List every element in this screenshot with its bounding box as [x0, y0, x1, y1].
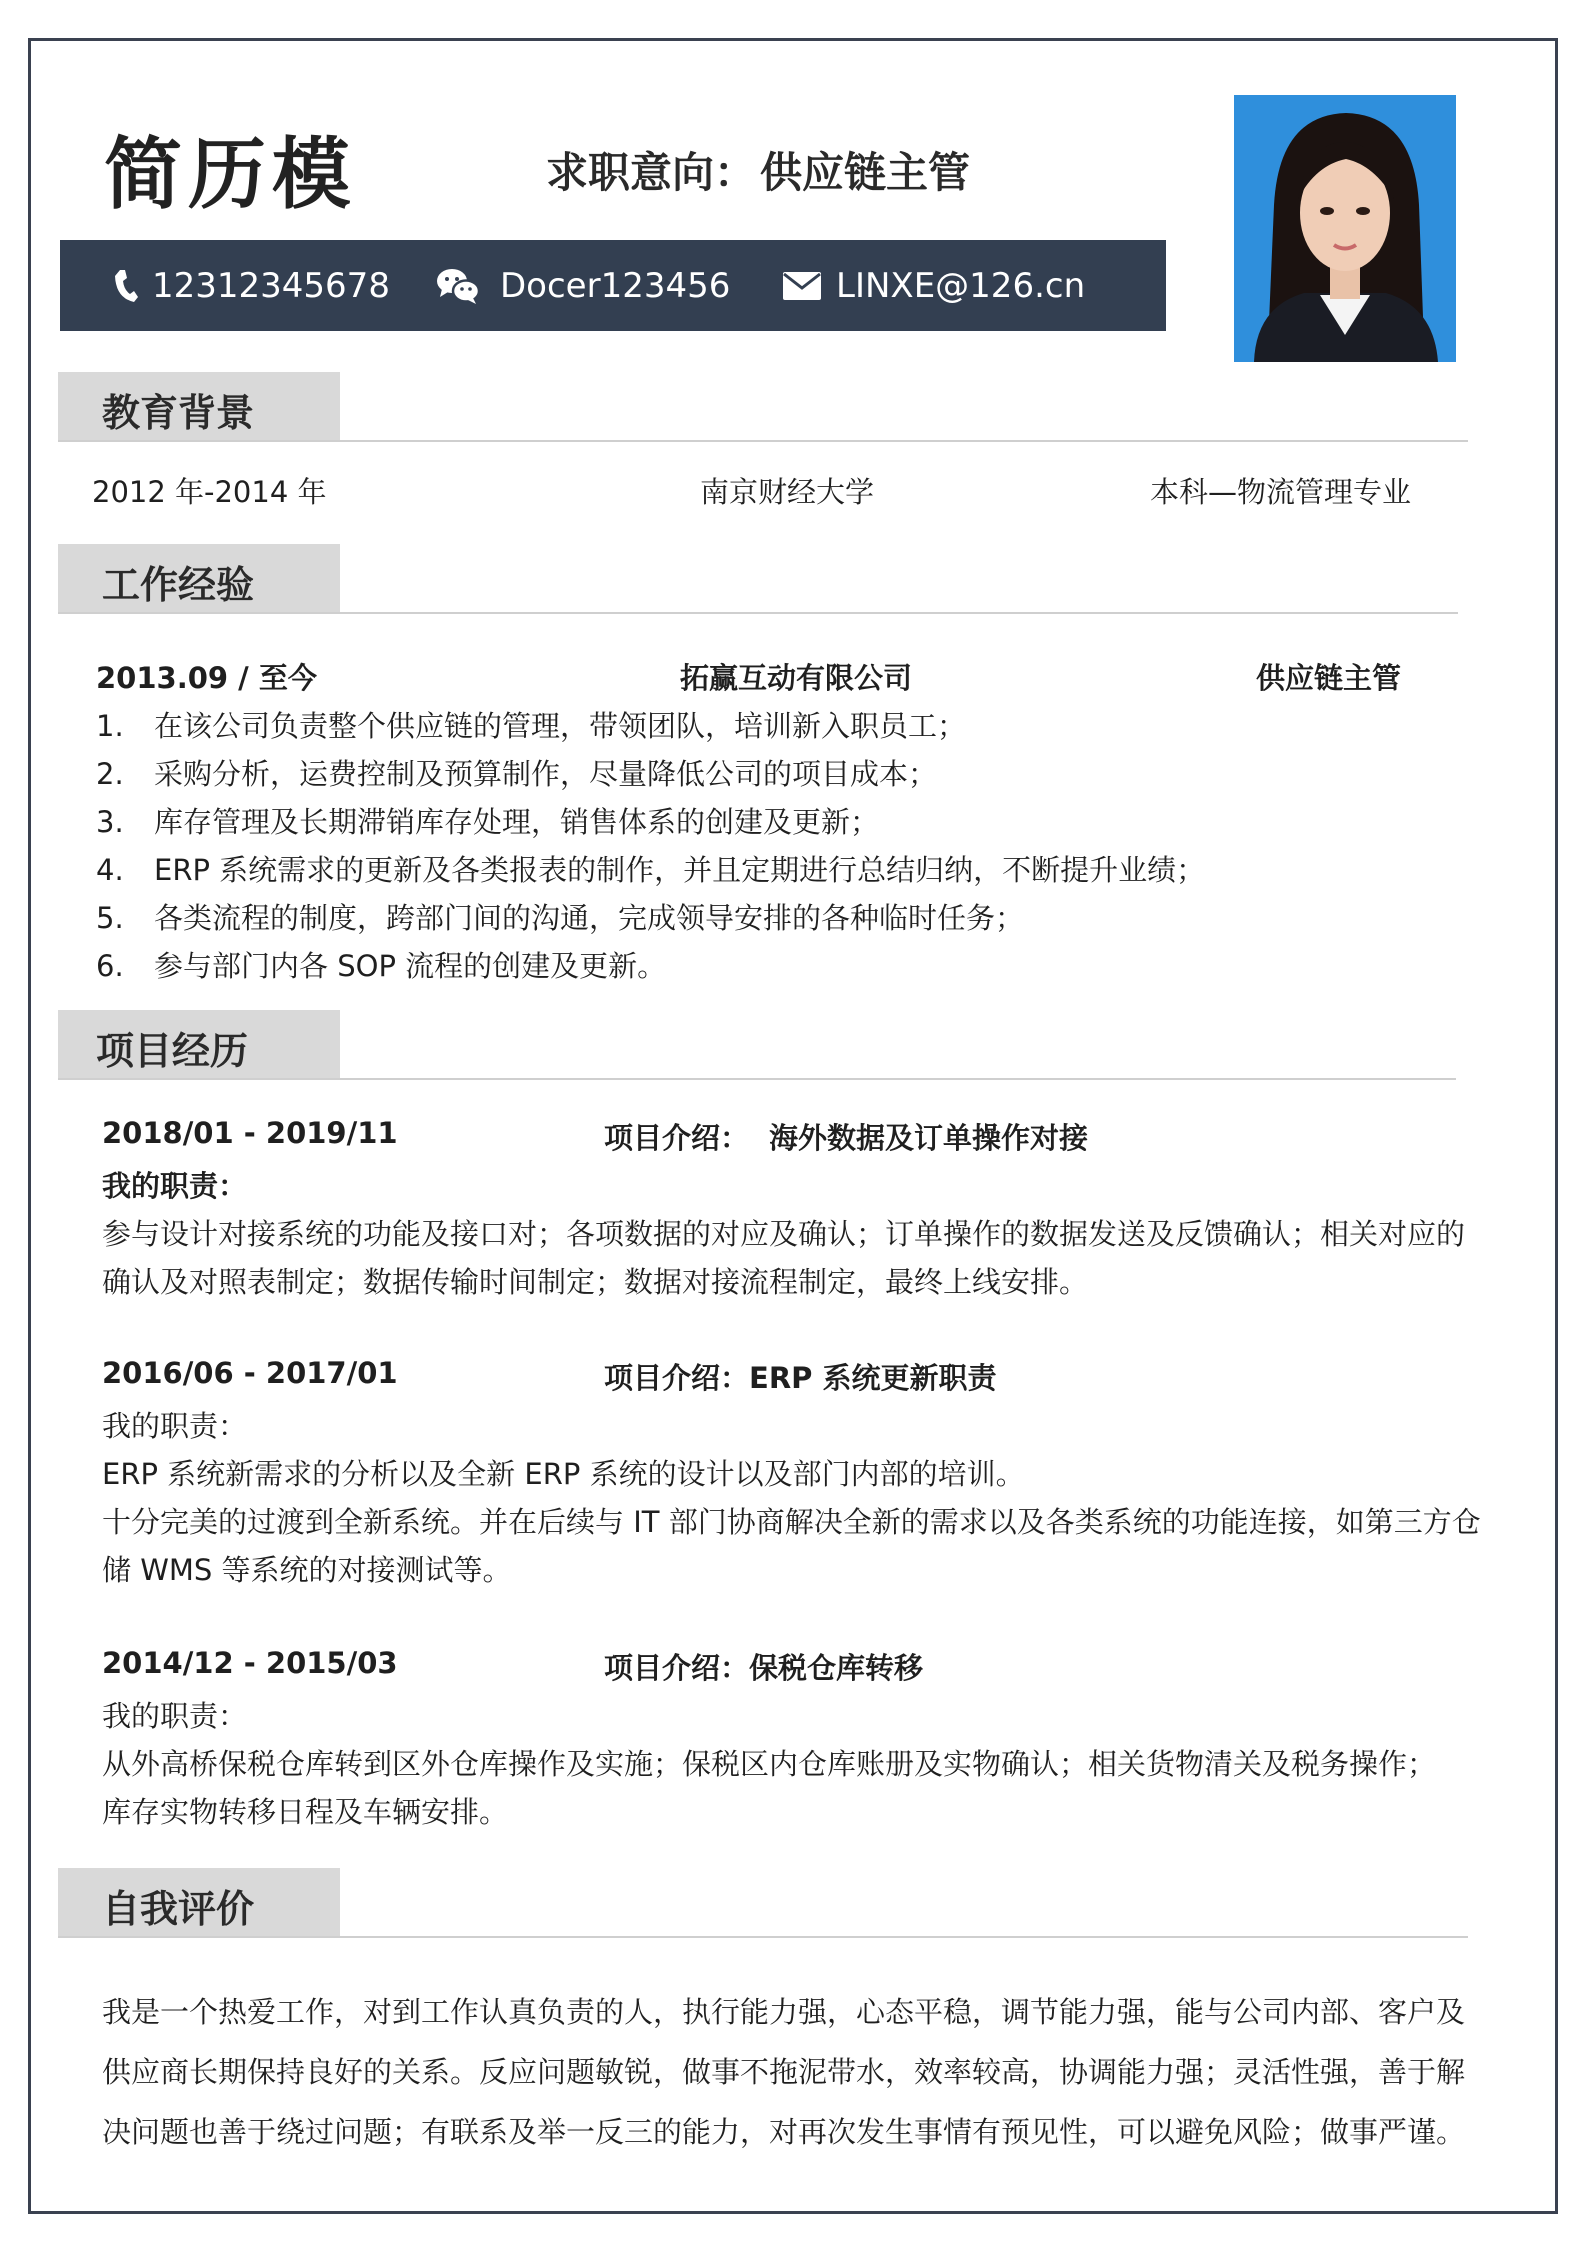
work-company: 拓赢互动有限公司	[680, 661, 913, 695]
self-eval-section-tab	[58, 1868, 340, 1936]
profile-photo	[1234, 95, 1456, 362]
project-2-intro: 项目介绍：ERP 系统更新职责	[604, 1361, 997, 1395]
list-item: 6. 参与部门内各 SOP 流程的创建及更新。	[96, 949, 667, 983]
contact-email	[782, 240, 1085, 331]
phone-icon	[112, 268, 138, 304]
work-section-tab	[58, 544, 340, 612]
education-heading: 教育背景	[102, 391, 255, 435]
list-item: 4. ERP 系统需求的更新及各类报表的制作，并且定期进行总结归纳，不断提升业绩；	[96, 853, 1206, 887]
work-position: 供应链主管	[1256, 661, 1402, 695]
wechat-icon	[436, 267, 480, 305]
project-1-intro: 项目介绍： 海外数据及订单操作对接	[604, 1121, 1089, 1155]
list-item: 2. 采购分析，运费控制及预算制作，尽量降低公司的项目成本；	[96, 757, 938, 791]
education-period: 2012 年-2014 年	[92, 475, 327, 509]
work-divider	[58, 612, 1458, 614]
education-degree: 本科—物流管理专业	[1150, 475, 1412, 509]
project-3-line: 库存实物转移日程及车辆安排。	[102, 1795, 509, 1829]
wechat-id: Docer123456	[500, 265, 731, 306]
contact-phone	[112, 240, 390, 331]
email-address: LINXE@126.cn	[836, 265, 1086, 306]
education-divider	[58, 440, 1468, 442]
project-2-line: 十分完美的过渡到全新系统。并在后续与 IT 部门协商解决全新的需求以及各类系统的功能连接，如第三方仓	[102, 1505, 1481, 1539]
project-3-line: 从外高桥保税仓库转到区外仓库操作及实施；保税区内仓库账册及实物确认；相关货物清关及税务操作；	[102, 1747, 1437, 1781]
resume-title: 简历模	[104, 130, 357, 220]
education-school: 南京财经大学	[700, 475, 875, 509]
job-intent-label: 求职意向：	[546, 148, 757, 197]
self-eval-text: 我是一个热爱工作，对到工作认真负责的人，执行能力强，心态平稳，调节能力强，能与公司内部、客户及供应商长期保持良好的关系。反应问题敏锐，做事不拖泥带水，效率较高，协调能力强；灵活性强，善于解决问题也善于绕过问题；有联系及举一反三的能力，对再次发生事情有预见性，可以避免风险；做事严谨。	[102, 1995, 1466, 2149]
work-heading: 工作经验	[102, 563, 255, 607]
project-1-duty-label: 我的职责：	[102, 1169, 248, 1203]
self-eval-heading: 自我评价	[102, 1887, 255, 1931]
education-section-tab	[58, 372, 340, 440]
list-item: 1. 在该公司负责整个供应链的管理，带领团队，培训新入职员工；	[96, 709, 967, 743]
project-3-duty-label: 我的职责：	[102, 1699, 248, 1733]
contact-banner	[60, 240, 1166, 331]
projects-section-tab	[58, 1010, 340, 1078]
project-2-period: 2016/06 - 2017/01	[102, 1356, 398, 1390]
projects-heading: 项目经历	[96, 1029, 249, 1073]
project-1-line: 确认及对照表制定；数据传输时间制定；数据对接流程制定，最终上线安排。	[102, 1265, 1089, 1299]
project-3-intro: 项目介绍：保税仓库转移	[604, 1651, 924, 1685]
contact-wechat	[436, 240, 730, 331]
mail-icon	[782, 271, 822, 301]
project-1-period: 2018/01 - 2019/11	[102, 1116, 398, 1150]
phone-number: 12312345678	[152, 265, 390, 306]
project-3-period: 2014/12 - 2015/03	[102, 1646, 398, 1680]
self-eval-divider	[58, 1936, 1468, 1938]
project-2-line: ERP 系统新需求的分析以及全新 ERP 系统的设计以及部门内部的培训。	[102, 1457, 1025, 1491]
list-item: 5. 各类流程的制度，跨部门间的沟通，完成领导安排的各种临时任务；	[96, 901, 1025, 935]
job-intent-value: 供应链主管	[760, 148, 971, 197]
job-intent	[546, 140, 970, 200]
project-2-line: 储 WMS 等系统的对接测试等。	[102, 1553, 512, 1587]
list-item: 3. 库存管理及长期滞销库存处理，销售体系的创建及更新；	[96, 805, 880, 839]
projects-divider	[58, 1078, 1456, 1080]
project-2-duty-label: 我的职责：	[102, 1409, 248, 1443]
project-1-line: 参与设计对接系统的功能及接口对；各项数据的对应及确认；订单操作的数据发送及反馈确认；相关对应的	[102, 1217, 1466, 1251]
work-period: 2013.09 / 至今	[96, 661, 317, 695]
